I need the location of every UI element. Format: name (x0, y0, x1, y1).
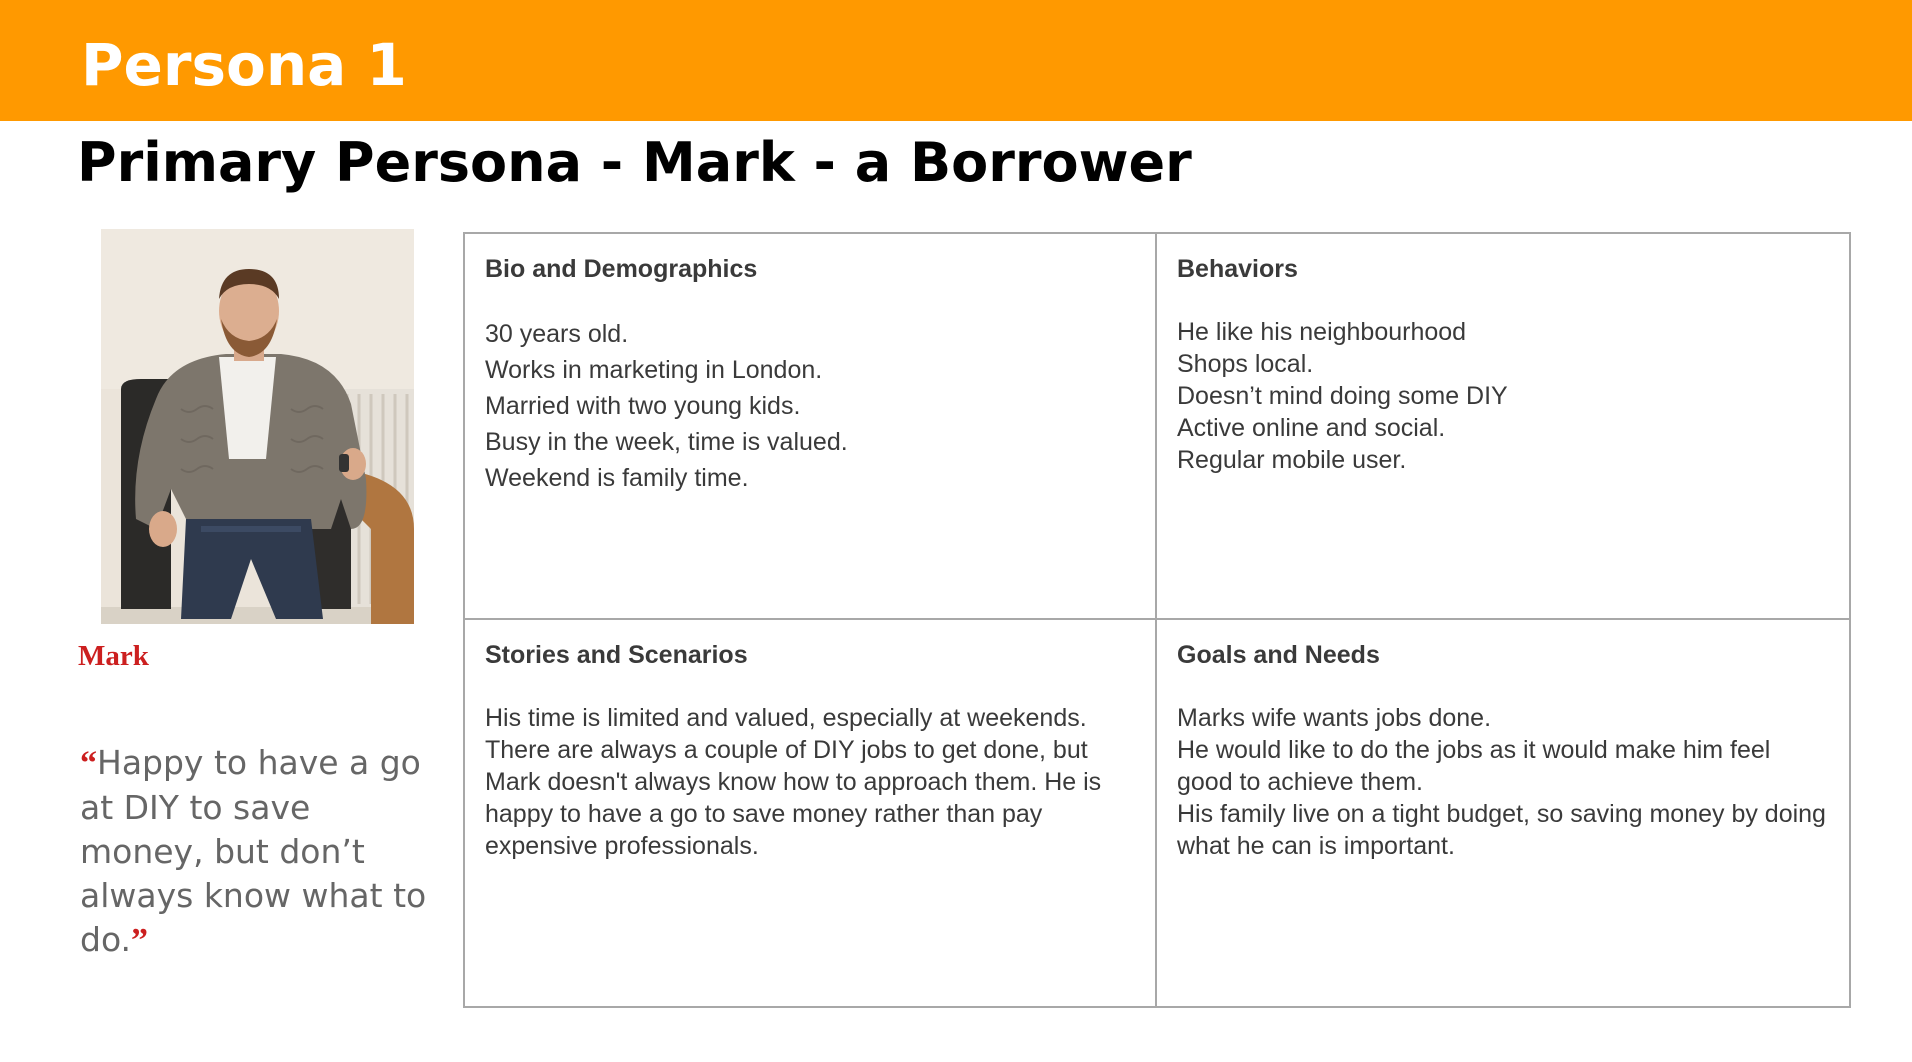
goal-line: His family live on a tight budget, so saving money by doing what he can is important. (1177, 800, 1826, 860)
bio-line: Works in marketing in London. (485, 356, 823, 384)
behaviors-heading: Behaviors (1177, 255, 1298, 283)
quote-close-mark: ” (131, 922, 149, 959)
person-photo (101, 229, 414, 624)
bio-line: Weekend is family time. (485, 464, 749, 492)
goals-needs-heading: Goals and Needs (1177, 641, 1380, 669)
stories-scenarios-heading: Stories and Scenarios (485, 641, 748, 669)
behavior-line: Shops local. (1177, 350, 1314, 378)
behavior-line: He like his neighbourhood (1177, 318, 1467, 346)
persona-quote (80, 741, 440, 963)
goals-needs-list (1177, 702, 1829, 862)
bio-demographics-cell (465, 234, 1157, 620)
header-bar (0, 0, 1912, 121)
behaviors-list (1177, 316, 1829, 476)
persona-grid (463, 232, 1851, 1008)
quote-open-mark: “ (80, 745, 97, 782)
persona-name: Mark (78, 640, 149, 672)
behaviors-cell (1157, 234, 1849, 620)
behavior-line: Regular mobile user. (1177, 446, 1407, 474)
goal-line: Marks wife wants jobs done. (1177, 704, 1492, 732)
person-photo-icon (101, 229, 414, 624)
goal-line: He would like to do the jobs as it would make him feel good to achieve them. (1177, 736, 1771, 796)
bio-demographics-list (485, 316, 1135, 496)
header-title: Persona 1 (81, 31, 407, 99)
bio-line: Married with two young kids. (485, 392, 801, 420)
stories-scenarios-cell (465, 620, 1157, 1006)
behavior-line: Active online and social. (1177, 414, 1446, 442)
page-title: Primary Persona - Mark - a Borrower (77, 131, 1192, 194)
goals-needs-cell (1157, 620, 1849, 1006)
bio-demographics-heading: Bio and Demographics (485, 255, 758, 283)
bio-line: Busy in the week, time is valued. (485, 428, 848, 456)
behavior-line: Doesn’t mind doing some DIY (1177, 382, 1508, 410)
stories-scenarios-text: His time is limited and valued, especially at weekends. There are always a couple of DIY jobs to get done, but Mark doesn't always know how to approach them. He is happy to have a go to save money rather than pay expensive professionals. (485, 704, 1102, 860)
bio-line: 30 years old. (485, 320, 629, 348)
quote-text: Happy to have a go at DIY to save money, but don’t always know what to do. (80, 743, 427, 959)
